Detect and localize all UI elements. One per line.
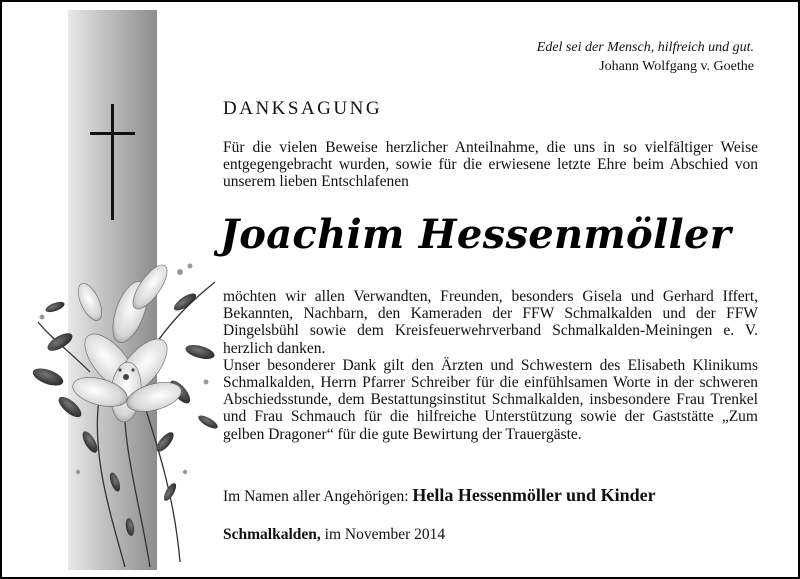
intro-text: Für die vielen Beweise herzlicher Anteilnahme, die uns in so vielfältiger Weise entgegengebracht wurden, sowie für die erwiesene letzte Ehre beim Abschied von unserem lieben Entschlafenen: [223, 139, 758, 190]
quote-text: Edel sei der Mensch, hilfreich und gut.: [536, 40, 754, 55]
signature-names: Hella Hessenmöller und Kinder: [412, 485, 656, 505]
signature-prefix: Im Namen aller Angehörigen:: [223, 488, 409, 505]
thanks-body: [223, 288, 758, 443]
place-month: im November 2014: [324, 526, 446, 543]
place-date: [223, 525, 445, 544]
lily-flowers-icon: [30, 242, 220, 572]
signature-line: [223, 484, 656, 508]
page-title: DANKSAGUNG: [223, 98, 383, 119]
deceased-name: Joachim Hessenmöller: [220, 211, 732, 258]
goethe-quote: [537, 38, 754, 76]
place-city: Schmalkalden,: [223, 526, 321, 543]
thanks-paragraph-1: möchten wir allen Verwandten, Freunden, besonders Gisela und Gerhard Iffert, Bekannten, Nachbarn, den Kameraden der FFW Schmalkalden und der FFW Dingelsbühl sowie dem Kreisfeuerwehrverband Schmalkalden-Meiningen e. V. herzlich danken.: [223, 288, 758, 357]
thanks-paragraph-2: Unser besonderer Dank gilt den Ärzten und Schwestern des Elisabeth Klinikums Schmalkalden, Herrn Pfarrer Schreiber für die einfühlsamen Worte in der schweren Abschiedsstunde, dem Bestattungsinstitut Schmalkalden, insbesondere Frau Trenkel und Frau Schmauch für die hilfreiche Unterstützung sowie der Gaststätte „Zum gelben Dragoner“ für die gute Bewirtung der Trauergäste.: [223, 356, 758, 443]
quote-author: Johann Wolfgang v. Goethe: [599, 59, 754, 74]
